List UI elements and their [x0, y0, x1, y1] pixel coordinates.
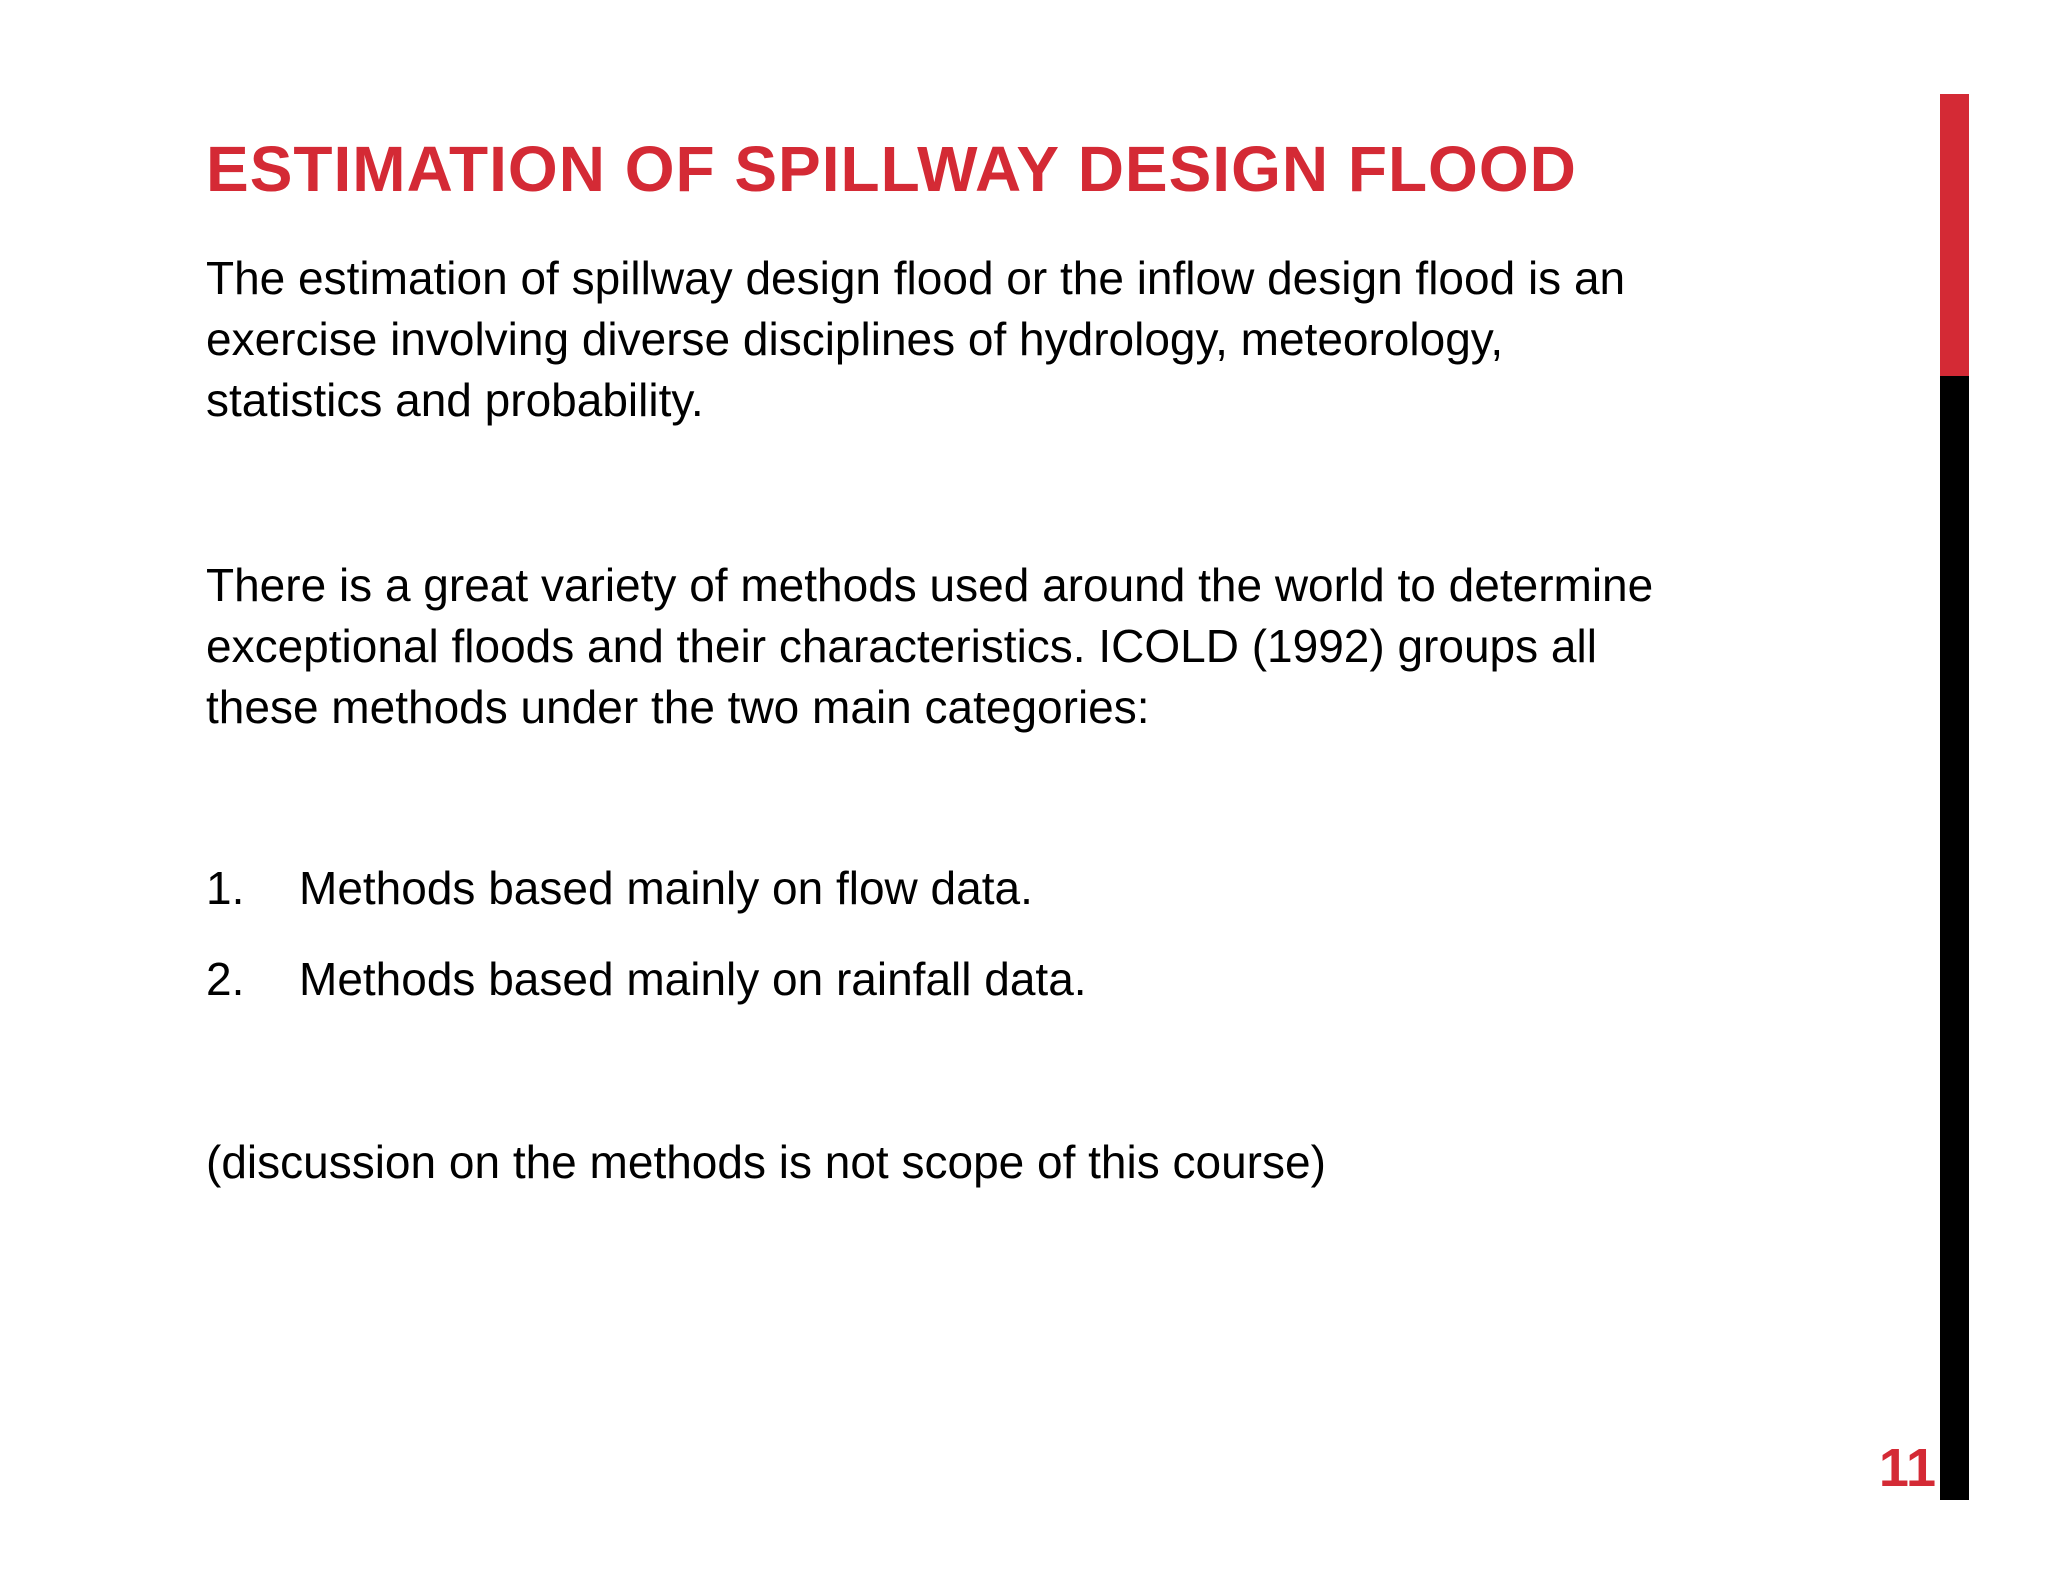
- list-item-text: Methods based mainly on flow data.: [299, 862, 1033, 914]
- intro-paragraph-line: exercise involving diverse disciplines of hydrology, meteorology,: [206, 313, 1504, 365]
- methods-paragraph-line: There is a great variety of methods used around the world to determine: [206, 559, 1654, 611]
- scope-note: (discussion on the methods is not scope of this course): [206, 1136, 1326, 1188]
- list-item: [206, 949, 1087, 1010]
- accent-bar-black: [1940, 376, 1969, 1500]
- page-number: 11: [1878, 1438, 1936, 1498]
- intro-paragraph-line: statistics and probability.: [206, 374, 704, 426]
- methods-paragraph: [206, 555, 1906, 738]
- list-item-number: 1.: [206, 862, 245, 914]
- list-item-number: 2.: [206, 953, 245, 1005]
- accent-bar-red: [1940, 94, 1969, 376]
- methods-paragraph-line: exceptional floods and their characteristics. ICOLD (1992) groups all: [206, 620, 1597, 672]
- list-item: [206, 858, 1087, 919]
- methods-paragraph-line: these methods under the two main categories:: [206, 681, 1150, 733]
- intro-paragraph-line: The estimation of spillway design flood or the inflow design flood is an: [206, 252, 1626, 304]
- method-categories-list: [206, 858, 1087, 1040]
- intro-paragraph: [206, 248, 1906, 431]
- slide-title: ESTIMATION OF SPILLWAY DESIGN FLOOD: [206, 133, 1577, 205]
- list-item-text: Methods based mainly on rainfall data.: [299, 953, 1087, 1005]
